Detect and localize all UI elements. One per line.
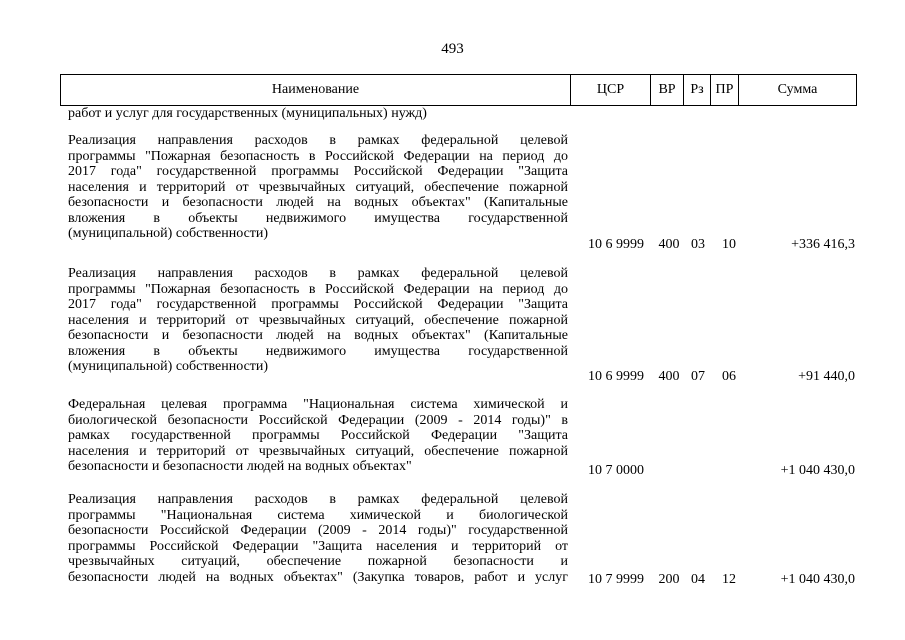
row-rz: 07 [691,369,705,384]
row-name [68,266,568,375]
row-csr: 10 6 9999 [588,237,644,252]
row-line: (муниципальной) собственности) [68,359,269,374]
continuation-text: работ и услуг для государственных (муниципальных) нужд) [68,106,427,121]
row-line: программы Российской Федерации "Защита населения и территорий от [68,538,568,554]
row-line: вложения в объекты недвижимого имущества государственной [68,343,568,359]
row-line: чрезвычайных ситуаций, обеспечение пожарной безопасности и [68,554,568,569]
header-vr: ВР [650,75,683,105]
row-line: безопасности и безопасности людей на водных объектах" [68,459,412,474]
row-line: населения и территорий от чрезвычайных ситуаций, обеспечение пожарной [68,179,568,195]
row-line: (муниципальной) собственности) [68,226,269,241]
header-pr: ПР [710,75,738,105]
header-sum: Сумма [738,75,856,105]
row-rz: 04 [691,572,705,587]
row-sum: +1 040 430,0 [780,572,855,587]
row-name [68,492,568,585]
row-vr: 200 [658,572,680,587]
header-csr: ЦСР [570,75,650,105]
row-csr: 10 7 9999 [588,572,644,587]
row-line: рамках государственной программы Российской Федерации "Защита [68,428,568,443]
header-name: Наименование [271,82,360,97]
row-vr: 400 [658,369,680,384]
row-line: Реализация направления расходов в рамках федеральной целевой [68,133,568,148]
row-line: программы "Пожарная безопасность в Российской Федерации на период до [68,148,568,164]
row-rz: 03 [691,237,705,252]
row-sum: +1 040 430,0 [780,463,855,478]
row-line: населения и территорий от чрезвычайных ситуаций, обеспечение пожарной [68,312,568,328]
row-name [68,397,568,475]
row-line: безопасности Российской Федерации (2009 - 2014 годы)" государственной [68,523,568,538]
row-csr: 10 6 9999 [588,369,644,384]
row-line: безопасности людей на водных объектах" (Закупка товаров, работ и услуг [68,569,568,585]
header-rz: Рз [683,75,710,105]
row-pr: 10 [722,237,736,252]
row-line: вложения в объекты недвижимого имущества государственной [68,210,568,226]
row-vr: 400 [658,237,680,252]
row-pr: 06 [722,369,736,384]
row-line: биологической безопасности Российской Федерации (2009 - 2014 годы)" в [68,412,568,428]
row-name [68,133,568,242]
row-line: программы "Пожарная безопасность в Российской Федерации на период до [68,281,568,297]
row-line: Федеральная целевая программа "Национальная система химической и [68,397,568,412]
row-csr: 10 7 0000 [588,463,644,478]
row-sum: +91 440,0 [798,369,855,384]
row-line: программы "Национальная система химической и биологической [68,507,568,523]
row-sum: +336 416,3 [791,237,855,252]
row-line: безопасности и безопасности людей на водных объектах" (Капитальные [68,195,568,210]
page-number: 493 [441,41,464,57]
row-line: населения и территорий от чрезвычайных ситуаций, обеспечение пожарной [68,443,568,459]
row-line: 2017 года" государственной программы Российской Федерации "Защита [68,164,568,179]
row-line: Реализация направления расходов в рамках федеральной целевой [68,492,568,507]
row-pr: 12 [722,572,736,587]
row-line: 2017 года" государственной программы Российской Федерации "Защита [68,297,568,312]
row-line: Реализация направления расходов в рамках федеральной целевой [68,266,568,281]
table-header [60,74,857,106]
row-line: безопасности и безопасности людей на водных объектах" (Капитальные [68,328,568,343]
